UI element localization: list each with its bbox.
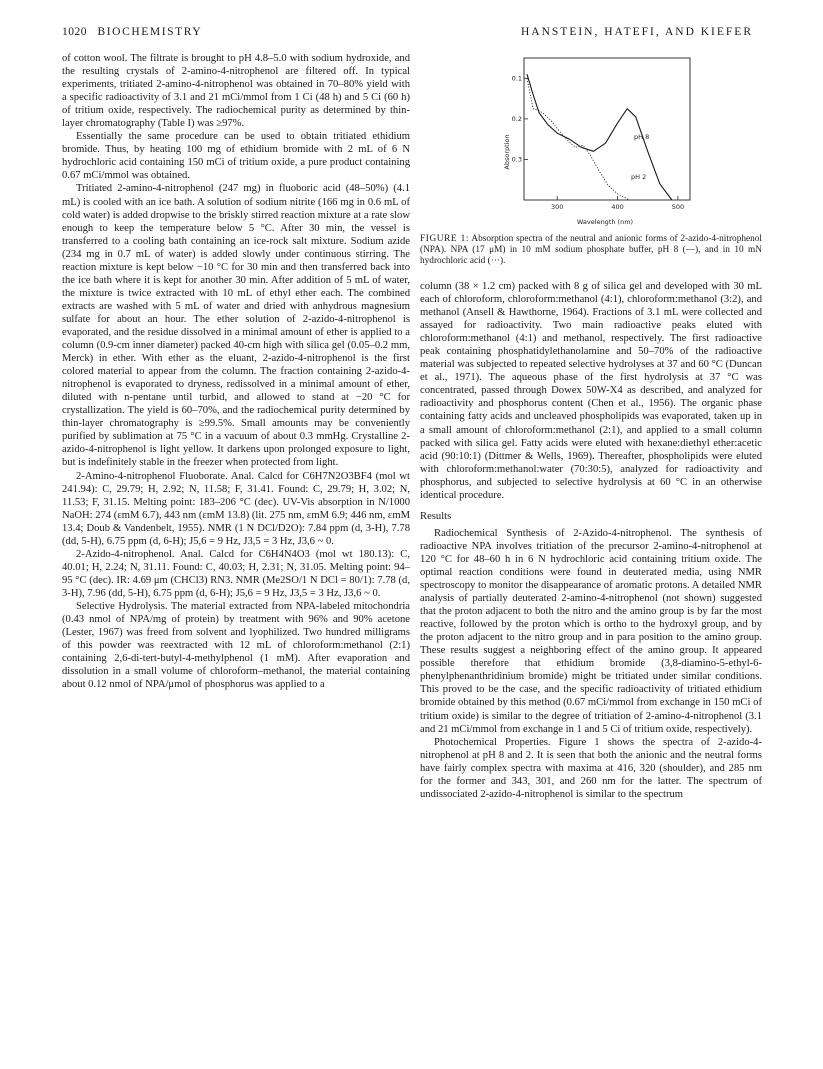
paragraph: Radiochemical Synthesis of 2-Azido-4-nitrophenol. The synthesis of radioactive NPA involves tritiation of the precursor 2-amino-4-nitrophenol at 120 °C for 48–60 h in 6 N hydrochloric acid containing tritium oxide. The optimal reaction conditions were found in deuterated media, using NMR spectroscopy to monitor the disappearance of aromatic protons. A detailed NMR analysis of partially deuterated 2-amino-4-nitrophenol (not shown) suggested that the proton adjacent to both the nitro and the amino group is by far the most reactive, followed by the proton which is ortho to the hydroxyl group, and by the proton adjacent to the nitro group and in para position to the amino group. These results suggest a neighboring effect of the amino group. It appeared possible therefore that ethidium bromide (3,8-diamino-5-ethyl-6-phenylphenanthridinium bromide) might be tritiated under similar conditions. This proved to be the case, and the specific radioactivity of tritiated ethidium bromide obtained by this method (0.67 mCi/mmol from exchange in 150 mCi of tritium oxide) is similar to the degree of tritiation of 2-amino-4-nitrophenol (3.1 and 21 mCi/mmol from exchange in 1 and 5 Ci of tritium oxide, respectively). (420, 527, 762, 735)
page-number: 1020 (62, 26, 87, 38)
paragraph: column (38 × 1.2 cm) packed with 8 g of silica gel and developed with 30 mL each of chloroform, chloroform:methanol (4:1), chloroform:methanol (3:2), and methanol (Ansell & Hawthorne, 1964). Fractions of 3.1 mL were collected and assayed for radioactivity. Two main radioactive peaks eluted with chloroform:methanol (4:1) and methanol, respectively. The first radioactive peak containing phosphatidylethanolamine and 50–70% of the radioactive material was subjected to repeated selective hydrolyses at 37 and 60 °C (Duncan et al., 1971). The aqueous phase of the first hydrolysis at 37 °C was concentrated, passed through Dowex 50W-X4 as described, and analyzed for radioactivity and phosphorus content (Chen et al., 1956). The organic phase containing fatty acids and uncleaved phospholipids was evaporated, taken up in a small amount of chloroform:methanol (2:1), and applied to a small column packed with silica gel. Fatty acids were eluted with hexane:diethyl ether:acetic acid (90:10:1) (Dittmer & Wells, 1969). Thereafter, phospholipids were eluted with chloroform:methanol:water (70:30:5), analyzed for radioactivity and phosphorus, and subjected to selective hydrolysis at 60 °C in an otherwise identical procedure. (420, 281, 762, 501)
figure-absorption-spectra (500, 52, 700, 227)
left-column (62, 52, 410, 691)
paragraph: of cotton wool. The filtrate is brought to pH 4.8–5.0 with sodium hydroxide, and the resulting crystals of 2-amino-4-nitrophenol are filtered off. In typical experiments, tritiated 2-amino-4-nitrophenol was obtained in 70–80% yield with a specific radioactivity of 3.1 and 21 mCi/mmol from 1 Ci (48 h) and 5 Ci (60 h) of tritium oxide, respectively. The radiochemical purity as determined by thin-layer chromatography (Table I) was ≥97%. (62, 53, 410, 130)
paragraph: 2-Amino-4-nitrophenol Fluoborate. Anal. Calcd for C6H7N2O3BF4 (mol wt 241.94): C, 29.79; H, 2.92; N, 11.58; F, 31.41. Found: C, 29.79; H, 3.02; N, 11.53; F, 31.15. Melting point: 183–206 °C (dec). UV-Vis absorption in N/1000 NaOH: 274 (εmM 6.7), 443 nm (εmM 13.8) (lit. 275 nm, εmM 6.9; 446 nm, εmM 13.4; Doub & Vandenbelt, 1955). NMR (1 N DCl/D2O): 7.84 ppm (d, 3-H), 7.78 (dd, 5-H), 6.75 ppm (d, 6-H); J5,6 = 9 Hz, J3,5 = 3 Hz, J3,6 ~ 0. (62, 470, 410, 547)
figure-caption (420, 234, 762, 268)
y-tick-label: 0.2 (511, 115, 522, 124)
paragraph: Essentially the same procedure can be used to obtain tritiated ethidium bromide. Thus, by heating 100 mg of ethidium bromide with 2 mL of 6 N hydrochloric acid containing 150 mCi of tritium oxide, a pure product containing 0.67 mCi/mmol was obtained. (62, 131, 410, 182)
y-tick-label: 0.1 (511, 74, 522, 83)
x-tick-label: 500 (671, 203, 685, 211)
caption-text: Absorption spectra of the neutral and anionic forms of 2-azido-4-nitrophenol (NPA). NPA (17 μM) in 10 mM sodium phosphate buffer, pH 8 (—), and in 10 mN hydrochloric acid (···). (420, 234, 762, 267)
right-column (420, 280, 762, 801)
running-header-left (62, 26, 202, 38)
y-axis-label: Absorption (503, 134, 511, 170)
x-tick-label: 300 (550, 203, 564, 211)
y-tick-label: 0.3 (511, 155, 522, 164)
paragraph: 2-Azido-4-nitrophenol. Anal. Calcd for C6H4N4O3 (mol wt 180.13): C, 40.01; H, 2.24; N, 31.11. Found: C, 40.03; H, 2.31; N, 31.05. Melting point: 94–95 °C (dec). IR: 4.69 μm (CHCl3) RN3. NMR (Me2SO/1 N DCl = 80/1): 7.78 (d, 3-H), 7.96 (dd, 5-H), 6.75 ppm (d, 6-H); J5,6 = 9 Hz, J3,5 = 3 Hz, J3,6 ~ 0. (62, 548, 410, 599)
series-line-ph2 (527, 78, 630, 200)
x-tick-label: 400 (611, 203, 624, 211)
spectrum-chart (500, 52, 700, 227)
journal-name: BIOCHEMISTRY (97, 26, 203, 38)
series-line-ph8 (527, 74, 672, 200)
plot-frame (524, 58, 690, 200)
paragraph: Selective Hydrolysis. The material extracted from NPA-labeled mitochondria (0.43 nmol of NPA/mg of protein) by treatment with 96% and 90% acetone (Lester, 1967) was freed from solvent and lyophilized. Two hundred milligrams of this powder was reextracted with 12 mL of chloroform:methanol (2:1) containing 2,6-di-tert-butyl-4-methylphenol (1 mM). After evaporation and dissolution in a small volume of chloroform–methanol, the material containing about 0.12 nmol of NPA/μmol of phosphorus was applied to a (62, 600, 410, 691)
x-axis-label: Wavelength (nm) (576, 218, 634, 226)
series-label-ph2: pH 2 (631, 173, 647, 181)
series-label-ph8: pH 8 (634, 133, 650, 141)
running-header-authors: HANSTEIN, HATEFI, AND KIEFER (520, 26, 753, 38)
section-heading-results: Results (420, 510, 452, 522)
paragraph: Photochemical Properties. Figure 1 shows the spectra of 2-azido-4-nitrophenol at pH 8 and 2. It is seen that both the anionic and the neutral forms have fairly complex spectra with maxima at 416, 320 (shoulder), and 285 nm for the former and 343, 301, and 260 nm for the latter. The spectrum of undissociated 2-azido-4-nitrophenol is similar to the spectrum (420, 736, 762, 800)
figure-label: FIGURE 1: (420, 234, 470, 244)
paragraph: Tritiated 2-amino-4-nitrophenol (247 mg) in fluoboric acid (48–50%) (4.1 mL) is cooled with an ice bath. A solution of sodium nitrite (166 mg in 0.6 mL of cold water) is added dropwise to the briskly stirred reaction mixture at a rate slow enough to keep the temperature below 5 °C. After 30 min, the vessel is transferred to a cooling bath containing an ice-rock salt mixture. Sodium azide (234 mg in 0.7 mL of water) is added slowly under continuous stirring. The reaction mixture is kept below −10 °C for 30 min and then transferred back into the ice bath where it is kept for another 30 min. After addition of 5 mL of water, the mixture is twice extracted with 10 mL of ethyl ether each. The combined extracts are washed with 5 mL of water and dried with anhydrous magnesium sulfate for about an hour. The ether solution of 2-azido-4-nitrophenol is evaporated, and the residue dissolved in a minimal amount of ether is applied to a column (0.9-cm inner diameter) packed 40-cm high with silica gel (0.05–0.2 mm, Merck) in ether. With ether as the eluant, 2-azido-4-nitrophenol is the first colored material to appear from the column. The fraction containing 2-azido-4-nitrophenol is evaporated to dryness, redissolved in a minimal amount of ether, diluted with n-pentane until turbid, and allowed to stand at −20 °C for crystallization. The yield is 60–70%, and the radiochemical purity determined by thin-layer chromatography is ≥99.5%. Small amounts may be conveniently purified by sublimation at 75 °C in a vacuum of about 0.3 mmHg. Crystalline 2-azido-4-nitrophenol is light yellow. It darkens upon prolonged exposure to light, but is indefinitely stable in the freezer when protected from light. (62, 183, 410, 469)
